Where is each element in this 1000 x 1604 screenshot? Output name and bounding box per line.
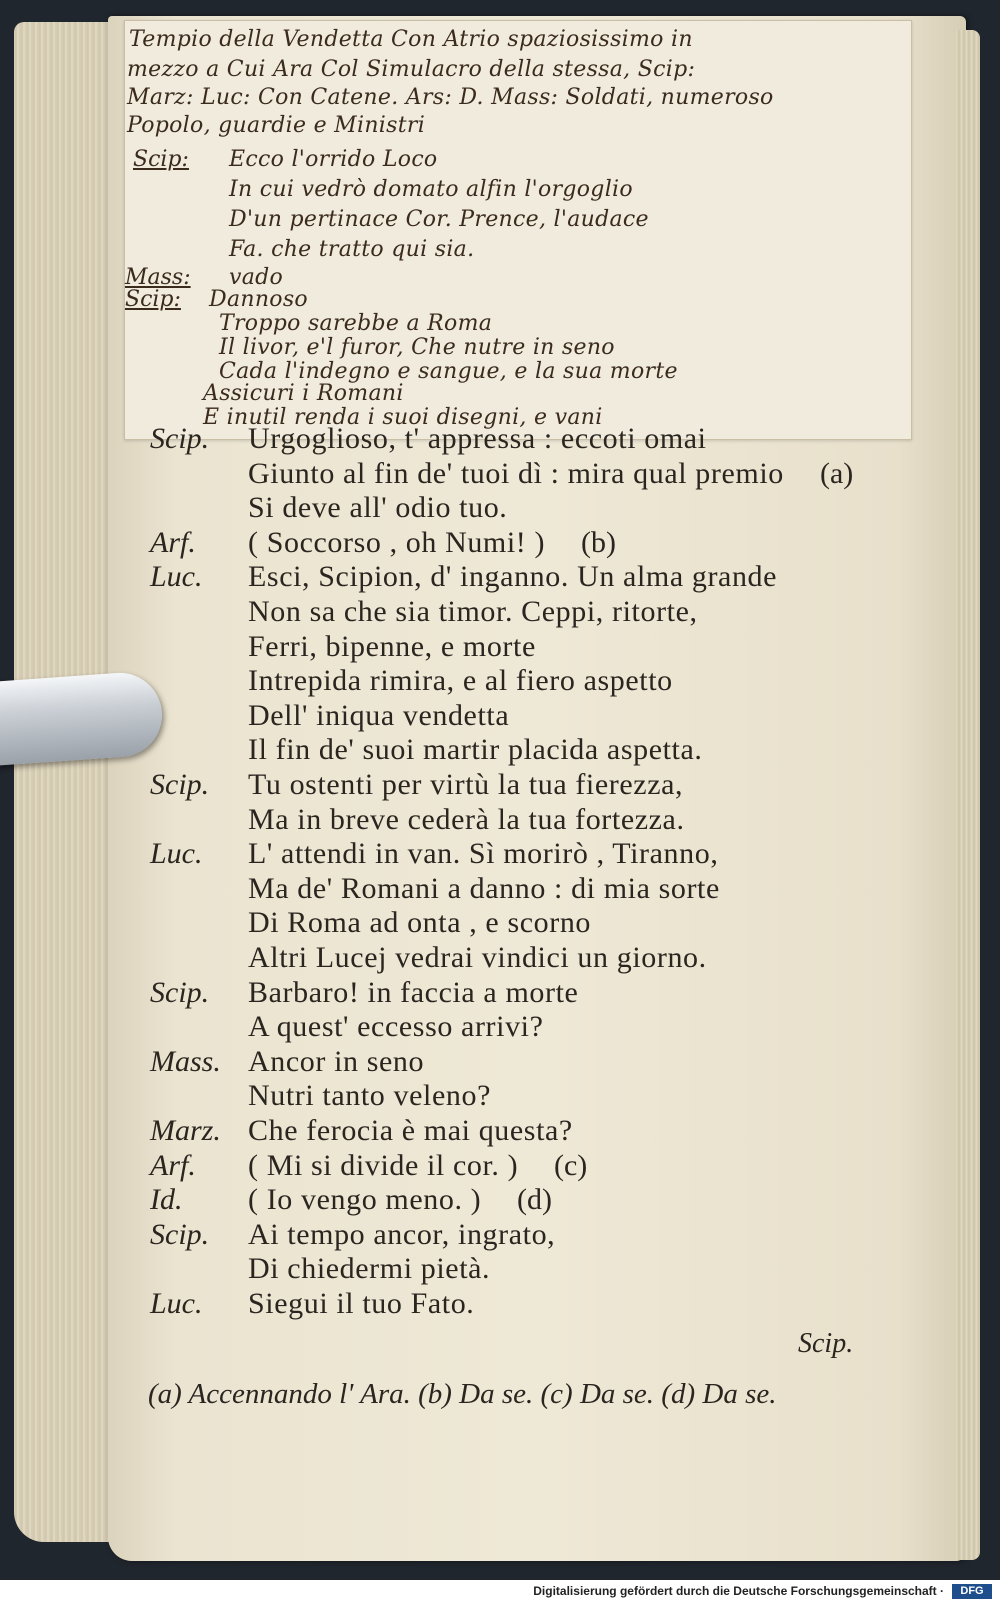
dfg-banner <box>0 1580 1000 1604</box>
verse-text: ( Soccorso , oh Numi! ) <box>248 525 546 559</box>
printed-line <box>0 803 1000 837</box>
printed-line <box>0 941 1000 975</box>
footnote-marker: (b) <box>581 525 616 559</box>
speaker-label: Mass. <box>150 1044 221 1078</box>
printed-line <box>0 1287 1000 1321</box>
printed-line <box>0 1010 1000 1044</box>
verse-text: Il fin de' suoi martir placida aspetta. <box>248 733 703 767</box>
verse-text: Ferri, bipenne, e morte <box>248 629 536 663</box>
manuscript-verse: Ecco l'orrido Loco <box>229 147 438 172</box>
printed-line <box>0 1218 1000 1252</box>
verse-text: Di chiedermi pietà. <box>248 1252 491 1286</box>
verse-text: Altri Lucej vedrai vindici un giorno. <box>248 941 707 974</box>
manuscript-speaker: Scip: <box>125 287 181 312</box>
speaker-label: Scip. <box>150 975 210 1009</box>
printed-line <box>0 1252 1000 1286</box>
printed-line <box>0 837 1000 871</box>
verse-text: Siegui il tuo Fato. <box>248 1287 475 1320</box>
printed-line <box>0 526 1000 560</box>
verse-text: Esci, Scipion, d' inganno. Un alma grande <box>248 560 778 594</box>
banner-text: Digitalisierung gefördert durch die Deutsche Forschungsgemeinschaft · <box>533 1584 944 1598</box>
verse-text: L' attendi in van. Sì morirò , Tiranno, <box>248 837 719 871</box>
verse-text: Barbaro! in faccia a morte <box>248 975 579 1009</box>
verse-text: Di Roma ad onta , e scorno <box>248 906 592 940</box>
manuscript-line: Popolo, guardie e Ministri <box>127 113 426 138</box>
verse-text: Tu ostenti per virtù la tua fierezza, <box>248 768 684 801</box>
verse-text: ( Mi si divide il cor. ) <box>248 1148 519 1182</box>
speaker-label: Arf. <box>150 525 196 559</box>
speaker-label: Marz. <box>150 1114 221 1147</box>
footnote-marker: (a) <box>820 456 854 490</box>
printed-line <box>0 560 1000 594</box>
speaker-label: Arf. <box>150 1148 196 1182</box>
page-clip <box>0 670 165 766</box>
verse-text: Ancor in seno <box>248 1044 425 1078</box>
printed-line <box>0 1183 1000 1217</box>
verse-text: Ma in breve cederà la tua fortezza. <box>248 802 685 836</box>
dfg-logo: DFG <box>952 1584 992 1599</box>
verse-text: Giunto al fin de' tuoi dì : mira qual premio <box>248 456 784 490</box>
manuscript-line: Marz: Luc: Con Catene. Ars: D. Mass: Soldati, numeroso <box>127 85 774 110</box>
verse-text: Nutri tanto veleno? <box>248 1079 491 1113</box>
printed-line <box>0 906 1000 940</box>
printed-line <box>0 1045 1000 1079</box>
footnote-marker: (c) <box>554 1148 588 1182</box>
manuscript-verse: D'un pertinace Cor. Prence, l'audace <box>229 207 649 232</box>
speaker-label: Luc. <box>150 1287 203 1320</box>
verse-text: Si deve all' odio tuo. <box>248 491 508 525</box>
printed-line <box>0 1114 1000 1148</box>
printed-line <box>0 457 1000 491</box>
manuscript-verse: In cui vedrò domato alfin l'orgoglio <box>229 177 633 202</box>
verse-text: Dell' iniqua vendetta <box>248 698 510 732</box>
printed-line <box>0 768 1000 802</box>
manuscript-verse: Dannoso <box>209 287 308 312</box>
printed-line <box>0 491 1000 525</box>
manuscript-speaker: Scip: <box>133 147 189 172</box>
speaker-label: Luc. <box>150 560 203 594</box>
speaker-label: Id. <box>150 1183 183 1217</box>
manuscript-verse: Troppo sarebbe a Roma <box>219 311 493 336</box>
verse-text: A quest' eccesso arrivi? <box>248 1010 544 1044</box>
manuscript-speaker: Mass: <box>125 265 191 290</box>
manuscript-pasteover <box>124 20 912 440</box>
manuscript-line: mezzo a Cui Ara Col Simulacro della stessa, Scip: <box>127 57 696 82</box>
printed-line <box>0 422 1000 456</box>
manuscript-line: Tempio della Vendetta Con Atrio spaziosissimo in <box>129 27 693 52</box>
printed-line <box>0 1149 1000 1183</box>
manuscript-verse: Assicuri i Romani <box>203 381 404 406</box>
speaker-label: Scip. <box>150 422 210 455</box>
printed-line <box>0 1079 1000 1113</box>
verse-text: Non sa che sia timor. Ceppi, ritorte, <box>248 595 698 628</box>
footnote-marker: (d) <box>517 1183 552 1217</box>
manuscript-verse: Il livor, e'l furor, Che nutre in seno <box>219 335 615 360</box>
speaker-label: Scip. <box>150 768 210 801</box>
speaker-label: Scip. <box>150 1217 210 1251</box>
verse-text: Ma de' Romani a danno : di mia sorte <box>248 871 720 905</box>
printed-line <box>0 630 1000 664</box>
manuscript-verse: Fa. che tratto qui sia. <box>229 237 475 262</box>
verse-text: Ai tempo ancor, ingrato, <box>248 1217 556 1251</box>
verse-text: Che ferocia è mai questa? <box>248 1114 573 1147</box>
speaker-label: Luc. <box>150 837 203 871</box>
manuscript-verse: E inutil renda i suoi disegni, e vani <box>203 405 603 430</box>
verse-text: Urgoglioso, t' appressa : eccoti omai <box>248 422 707 455</box>
manuscript-verse: vado <box>229 265 284 290</box>
verse-text: ( Io vengo meno. ) <box>248 1183 482 1217</box>
footnotes: (a) Accennando l' Ara. (b) Da se. (c) Da se. (d) Da se. <box>148 1378 777 1410</box>
printed-line <box>0 976 1000 1010</box>
catchword: Scip. <box>798 1328 854 1359</box>
printed-line <box>0 595 1000 629</box>
manuscript-verse: Cada l'indegno e sangue, e la sua morte <box>219 359 678 384</box>
printed-line <box>0 872 1000 906</box>
verse-text: Intrepida rimira, e al fiero aspetto <box>248 664 673 698</box>
